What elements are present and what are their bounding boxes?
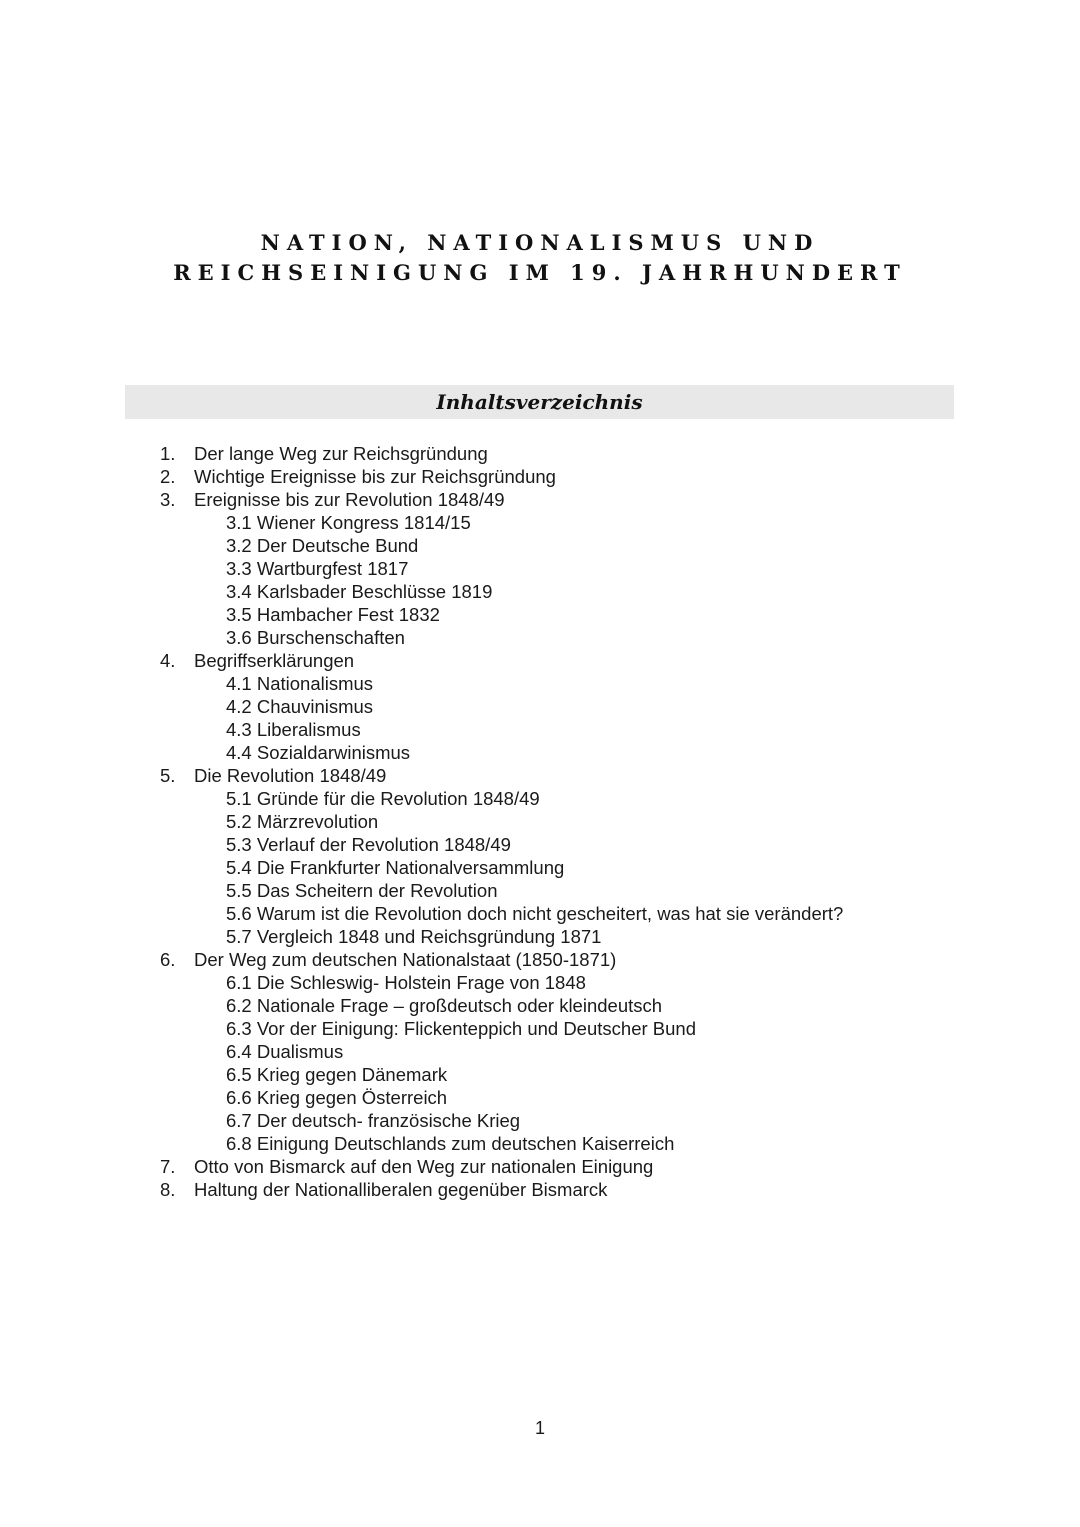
toc-subentry (0, 718, 1080, 741)
page-number: 1 (534, 1418, 545, 1438)
toc-subentry-text: 5.2 Märzrevolution (226, 811, 379, 832)
toc-subentry (0, 787, 1080, 810)
toc-entry-number: 7. (160, 1156, 176, 1177)
toc-subentry-text: 4.2 Chauvinismus (226, 696, 374, 717)
toc-entry-text: Ereignisse bis zur Revolution 1848/49 (194, 489, 505, 510)
toc-subentry (0, 994, 1080, 1017)
toc-entry-text: Begriffserklärungen (194, 650, 355, 671)
toc-entry (0, 649, 1080, 672)
toc-subentry (0, 511, 1080, 534)
toc-subentry (0, 1132, 1080, 1155)
toc-subentry (0, 695, 1080, 718)
toc-subentry-text: 6.5 Krieg gegen Dänemark (226, 1064, 448, 1085)
toc-entry-text: Haltung der Nationalliberalen gegenüber Bismarck (194, 1179, 608, 1200)
document-title-line-1: NATION, NATIONALISMUS UND (260, 230, 820, 255)
toc-subentry (0, 534, 1080, 557)
toc-subentry-text: 4.3 Liberalismus (226, 719, 361, 740)
document-title (0, 228, 1080, 288)
toc-entry-number: 5. (160, 765, 176, 786)
toc-subentry (0, 1017, 1080, 1040)
toc-subentry-text: 4.1 Nationalismus (226, 673, 374, 694)
toc-subentry (0, 925, 1080, 948)
toc-subentry-text: 5.4 Die Frankfurter Nationalversammlung (226, 857, 565, 878)
toc-entry-number: 1. (160, 443, 176, 464)
toc-subentry (0, 971, 1080, 994)
toc-subentry (0, 879, 1080, 902)
toc-entry (0, 1178, 1080, 1201)
toc-entry-text: Der lange Weg zur Reichsgründung (194, 443, 488, 464)
toc-subentry (0, 1040, 1080, 1063)
toc-subentry-text: 5.6 Warum ist die Revolution doch nicht gescheitert, was hat sie verändert? (226, 903, 844, 924)
toc-entry (0, 488, 1080, 511)
toc-subentry-text: 6.4 Dualismus (226, 1041, 344, 1062)
toc-entry-number: 3. (160, 489, 176, 510)
toc-subentry-text: 3.2 Der Deutsche Bund (226, 535, 419, 556)
toc-subentry-text: 5.5 Das Scheitern der Revolution (226, 880, 498, 901)
table-of-contents (0, 442, 1080, 1201)
toc-entry-text: Wichtige Ereignisse bis zur Reichsgründung (194, 466, 556, 487)
toc-entry-text: Otto von Bismarck auf den Weg zur nationalen Einigung (194, 1156, 654, 1177)
toc-entry-number: 4. (160, 650, 176, 671)
toc-subentry (0, 626, 1080, 649)
toc-subentry (0, 672, 1080, 695)
toc-subentry (0, 580, 1080, 603)
toc-subentry (0, 1063, 1080, 1086)
toc-subentry-text: 6.7 Der deutsch- französische Krieg (226, 1110, 521, 1131)
toc-subentry-text: 3.3 Wartburgfest 1817 (226, 558, 409, 579)
toc-entry (0, 442, 1080, 465)
toc-subentry (0, 1109, 1080, 1132)
toc-subentry-text: 6.2 Nationale Frage – großdeutsch oder kleindeutsch (226, 995, 663, 1016)
toc-entry (0, 1155, 1080, 1178)
toc-subentry-text: 5.1 Gründe für die Revolution 1848/49 (226, 788, 540, 809)
toc-subentry (0, 902, 1080, 925)
toc-entry-text: Die Revolution 1848/49 (194, 765, 387, 786)
toc-subentry-text: 3.5 Hambacher Fest 1832 (226, 604, 440, 625)
toc-heading: Inhaltsverzeichnis (436, 390, 643, 414)
toc-entry (0, 948, 1080, 971)
toc-subentry-text: 5.7 Vergleich 1848 und Reichsgründung 1871 (226, 926, 602, 947)
toc-subentry (0, 833, 1080, 856)
toc-subentry-text: 4.4 Sozialdarwinismus (226, 742, 411, 763)
toc-subentry-text: 5.3 Verlauf der Revolution 1848/49 (226, 834, 511, 855)
toc-subentry (0, 603, 1080, 626)
toc-subentry-text: 6.8 Einigung Deutschlands zum deutschen Kaiserreich (226, 1133, 675, 1154)
toc-subentry-text: 3.1 Wiener Kongress 1814/15 (226, 512, 471, 533)
toc-subentry-text: 6.3 Vor der Einigung: Flickenteppich und Deutscher Bund (226, 1018, 696, 1039)
toc-subentry-text: 6.6 Krieg gegen Österreich (226, 1087, 448, 1108)
toc-entry (0, 764, 1080, 787)
toc-subentry (0, 741, 1080, 764)
toc-subentry-text: 3.6 Burschenschaften (226, 627, 405, 648)
toc-subentry-text: 3.4 Karlsbader Beschlüsse 1819 (226, 581, 493, 602)
toc-subentry (0, 810, 1080, 833)
toc-subentry (0, 1086, 1080, 1109)
toc-entry-number: 6. (160, 949, 176, 970)
document-title-line-2: REICHSEINIGUNG IM 19. JAHRHUNDERT (173, 260, 907, 285)
toc-entry-text: Der Weg zum deutschen Nationalstaat (1850-1871) (194, 949, 617, 970)
toc-entry-number: 8. (160, 1179, 176, 1200)
toc-entry-number: 2. (160, 466, 176, 487)
toc-entry (0, 465, 1080, 488)
toc-subentry (0, 856, 1080, 879)
toc-subentry-text: 6.1 Die Schleswig- Holstein Frage von 1848 (226, 972, 586, 993)
toc-heading-bar (125, 385, 954, 419)
toc-subentry (0, 557, 1080, 580)
